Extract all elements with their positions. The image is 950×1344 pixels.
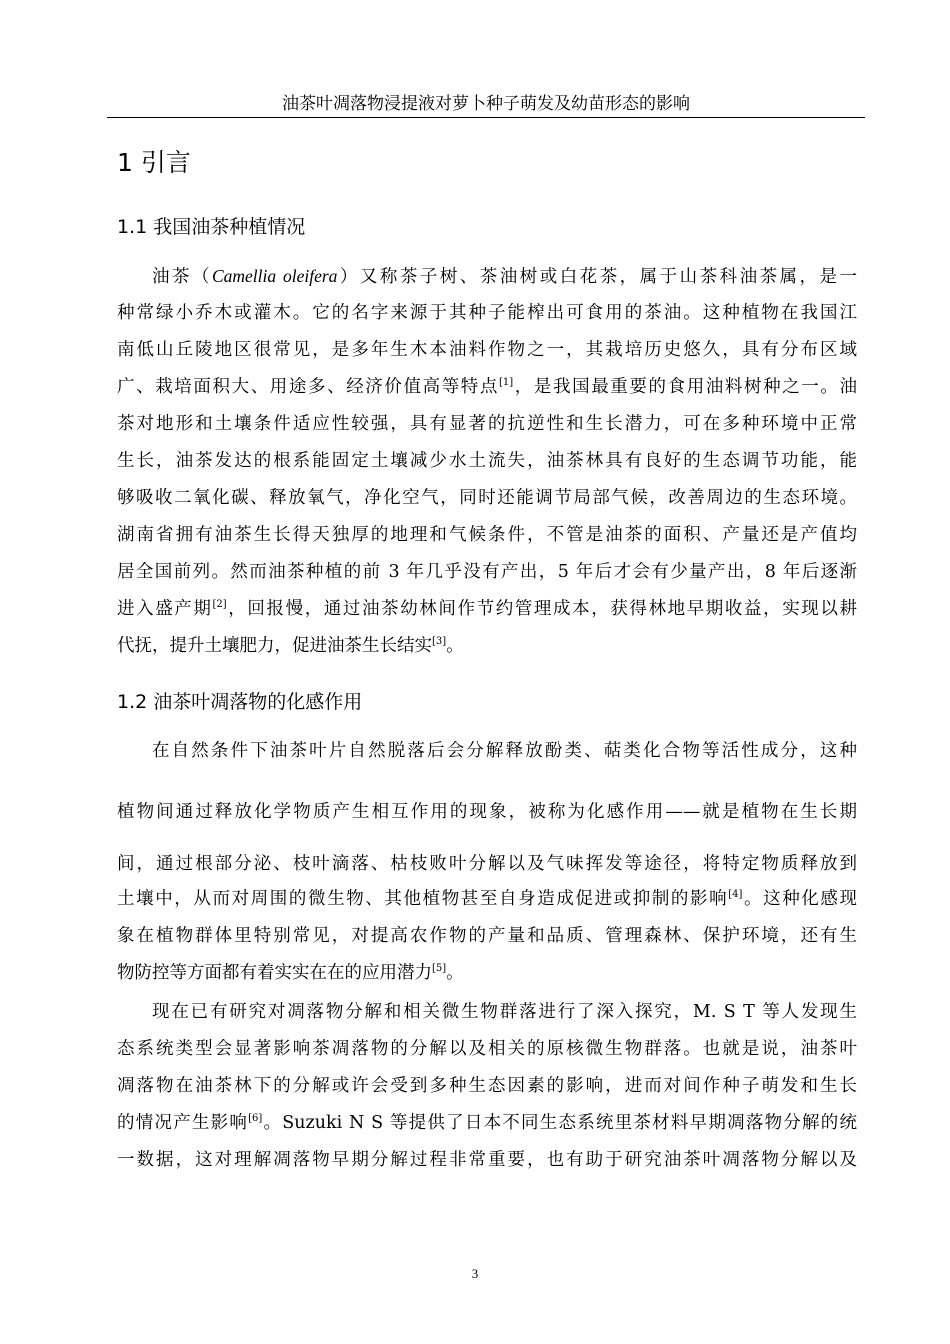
- header-rule: [107, 117, 865, 118]
- paragraph-line: [117, 1111, 857, 1135]
- paragraph-line: 够吸收二氧化碳、释放氧气，净化空气，同时还能调节局部气候，改善周边的生态环境。: [117, 488, 857, 508]
- citation: [2]: [212, 599, 227, 610]
- line-text: 代抚，提升土壤肥力，促进油茶生长结实: [117, 636, 432, 656]
- line-text: ，是我国最重要的食用油料树种之一。油: [513, 377, 857, 397]
- paragraph-line: [117, 597, 857, 621]
- line-text: 的情况产生影响: [117, 1113, 249, 1133]
- paragraph-line: 一数据，这对理解凋落物早期分解过程非常重要，也有助于研究油茶叶凋落物分解以及: [117, 1150, 857, 1170]
- paragraph-line: 现在已有研究对凋落物分解和相关微生物群落进行了深入探究，M. S T 等人发现生: [152, 1002, 857, 1022]
- paragraph-line: 植物间通过释放化学物质产生相互作用的现象，被称为化感作用——就是植物在生长期: [117, 802, 857, 822]
- paragraph-line: 在自然条件下油茶叶片自然脱落后会分解释放酚类、萜类化合物等活性成分，这种: [152, 741, 857, 761]
- line-text: 广、栽培面积大、用途多、经济价值高等特点: [117, 377, 500, 397]
- line-text: 进入盛产期: [117, 599, 213, 619]
- paragraph-line: [152, 264, 857, 289]
- paragraph-line: [117, 634, 857, 658]
- paragraph-line: 茶对地形和土壤条件适应性较强，具有显著的抗逆性和生长潜力，可在多种环境中正常: [117, 414, 857, 434]
- paragraph-line: 种常绿小乔木或灌木。它的名字来源于其种子能榨出可食用的茶油。这种植物在我国江: [117, 303, 857, 323]
- line-text: ，回报慢，通过油茶幼林间作节约管理成本，获得林地早期收益，实现以耕: [226, 599, 858, 619]
- line-text: 。: [446, 963, 464, 983]
- paragraph-line: 间，通过根部分泌、枝叶滴落、枯枝败叶分解以及气味挥发等途径，将特定物质释放到: [117, 854, 857, 874]
- paragraph-line: [117, 375, 857, 399]
- citation: [4]: [728, 889, 743, 900]
- paragraph-line: 南低山丘陵地区很常见，是多年生木本油料作物之一，其栽培历史悠久，具有分布区域: [117, 340, 857, 360]
- line-text: 油茶（: [152, 267, 212, 287]
- paragraph-line: 湖南省拥有油茶生长得天独厚的地理和气候条件，不管是油茶的面积、产量还是产值均: [117, 525, 857, 545]
- chapter-title: 1 引言: [117, 148, 191, 177]
- section-heading-1-1: 1.1 我国油茶种植情况: [117, 216, 306, 238]
- paragraph-line: [117, 887, 857, 911]
- section-heading-1-2: 1.2 油茶叶凋落物的化感作用: [117, 691, 363, 713]
- citation: [1]: [499, 377, 514, 388]
- paragraph-line: 象在植物群体里特别常见，对提高农作物的产量和品质、管理森林、保护环境，还有生: [117, 926, 857, 946]
- citation: [3]: [432, 636, 447, 647]
- page-number: 3: [471, 1266, 479, 1281]
- line-text: 。Suzuki N S 等提供了日本不同生态系统里茶材料早期凋落物分解的统: [262, 1113, 857, 1133]
- line-text: 。: [446, 636, 464, 656]
- line-text: 土壤中，从而对周围的微生物、其他植物甚至自身造成促进或抑制的影响: [117, 889, 729, 909]
- line-text: 。这种化感现: [742, 889, 858, 909]
- line-text: 物防控等方面都有着实实在在的应用潜力: [117, 963, 432, 983]
- paragraph-line: 态系统类型会显著影响茶凋落物的分解以及相关的原核微生物群落。也就是说，油茶叶: [117, 1039, 857, 1059]
- citation: [5]: [432, 963, 447, 974]
- paragraph-line: 居全国前列。然而油茶种植的前 3 年几乎没有产出，5 年后才会有少量产出，8 年后逐渐: [117, 562, 857, 582]
- scientific-name: Camellia oleifera: [211, 266, 338, 286]
- paragraph-line: [117, 961, 857, 985]
- running-header: 油茶叶凋落物浸提液对萝卜种子萌发及幼苗形态的影响: [282, 94, 690, 114]
- paragraph-line: 生长，油茶发达的根系能固定土壤减少水土流失，油茶林具有良好的生态调节功能，能: [117, 451, 857, 471]
- paragraph-line: 凋落物在油茶林下的分解或许会受到多种生态因素的影响，进而对间作种子萌发和生长: [117, 1076, 857, 1096]
- line-text: ）又称茶子树、茶油树或白花茶，属于山茶科油茶属，是一: [337, 267, 858, 287]
- citation: [6]: [248, 1113, 263, 1124]
